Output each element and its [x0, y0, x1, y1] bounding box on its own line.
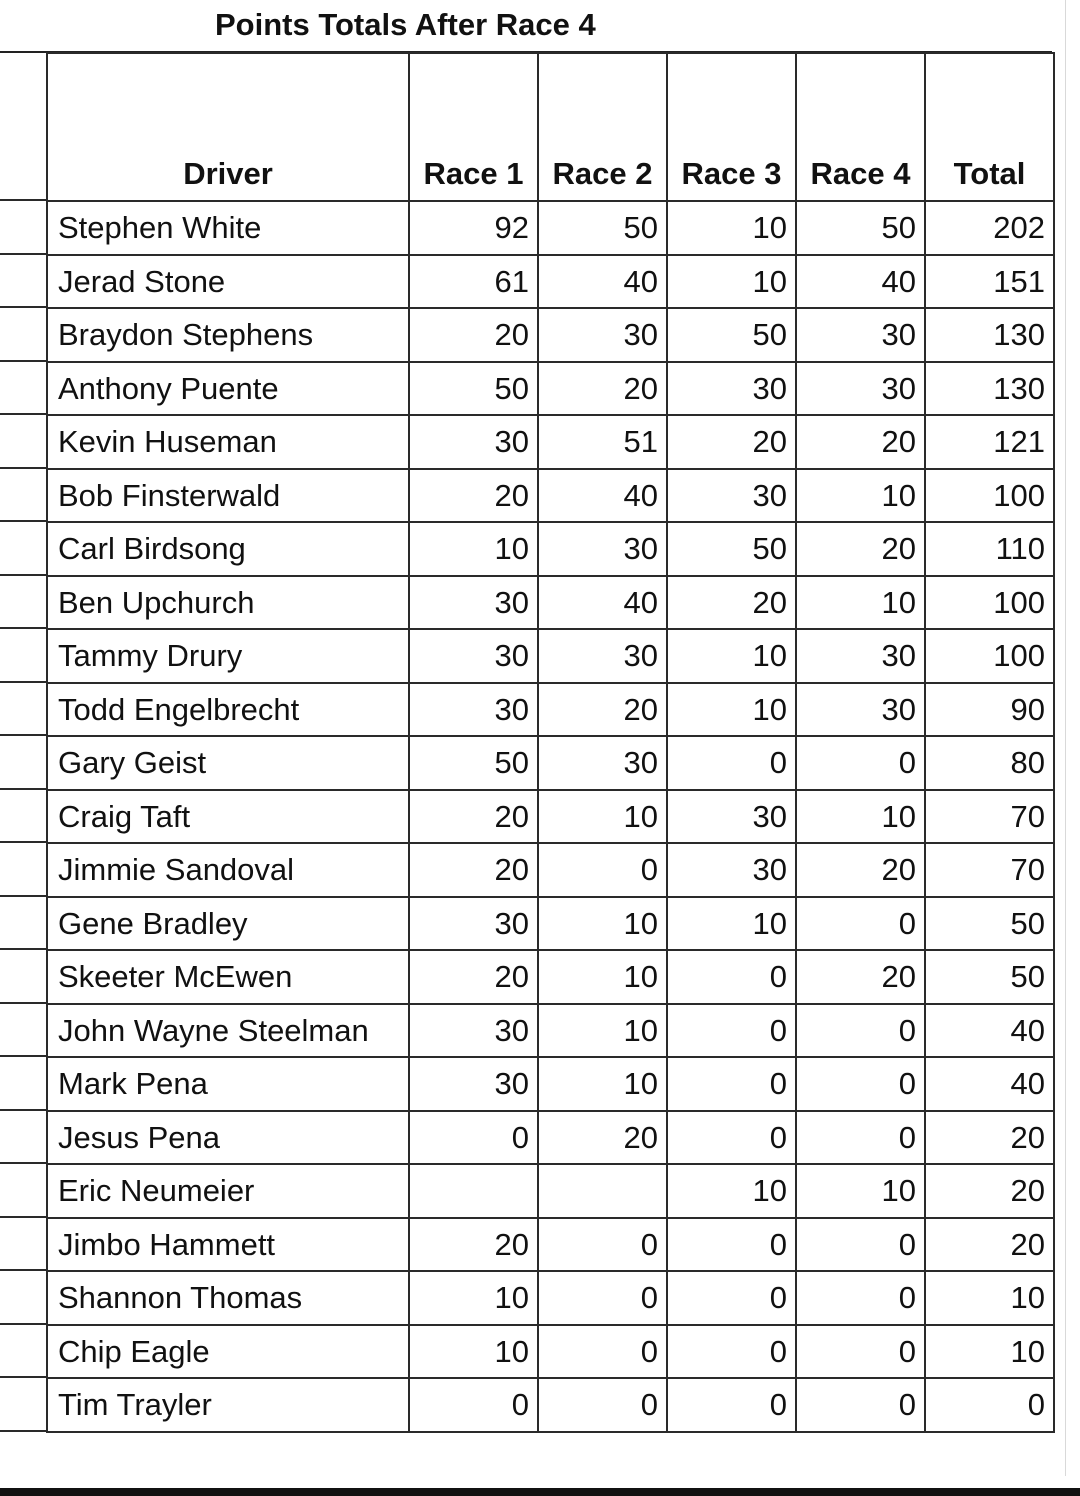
cell-driver[interactable]: Gene Bradley — [47, 897, 409, 951]
row-border — [0, 841, 47, 843]
row-border — [0, 895, 47, 897]
cell-total[interactable]: 20 — [925, 1111, 1054, 1165]
table-row — [47, 683, 1054, 737]
table-row — [47, 201, 1054, 255]
cell-race-3[interactable]: 10 — [667, 1164, 796, 1218]
cell-driver[interactable]: Gary Geist — [47, 736, 409, 790]
row-border — [0, 467, 47, 469]
cell-total[interactable]: 110 — [925, 522, 1054, 576]
cell-total[interactable]: 130 — [925, 308, 1054, 362]
cell-race-1[interactable]: 10 — [409, 1271, 538, 1325]
cell-race-2[interactable]: 0 — [538, 1378, 667, 1432]
cell-race-1[interactable]: 30 — [409, 1004, 538, 1058]
cell-driver[interactable]: Mark Pena — [47, 1057, 409, 1111]
column-header-race-4[interactable]: Race 4 — [796, 53, 925, 201]
cell-driver[interactable]: Braydon Stephens — [47, 308, 409, 362]
table-row — [47, 415, 1054, 469]
cell-total[interactable]: 20 — [925, 1164, 1054, 1218]
cell-total[interactable]: 10 — [925, 1271, 1054, 1325]
cell-race-1[interactable]: 30 — [409, 629, 538, 683]
table-row — [47, 1378, 1054, 1432]
cell-race-3[interactable]: 0 — [667, 1111, 796, 1165]
table-row — [47, 950, 1054, 1004]
row-border — [0, 948, 47, 950]
cell-total[interactable]: 130 — [925, 362, 1054, 416]
row-border — [0, 199, 47, 201]
cell-race-1[interactable]: 50 — [409, 362, 538, 416]
grid-line — [1065, 0, 1066, 1476]
cell-race-2[interactable]: 20 — [538, 1111, 667, 1165]
cell-driver[interactable]: Craig Taft — [47, 790, 409, 844]
cell-total[interactable]: 70 — [925, 843, 1054, 897]
table-row — [47, 255, 1054, 309]
cell-race-2[interactable]: 50 — [538, 201, 667, 255]
cell-total[interactable]: 50 — [925, 950, 1054, 1004]
cell-race-1[interactable]: 30 — [409, 1057, 538, 1111]
cell-race-1[interactable]: 30 — [409, 415, 538, 469]
cell-driver[interactable]: Stephen White — [47, 201, 409, 255]
cell-driver[interactable]: Jimbo Hammett — [47, 1218, 409, 1272]
sheet-title: Points Totals After Race 4 — [215, 7, 596, 42]
row-border — [0, 574, 47, 576]
cell-driver[interactable]: Carl Birdsong — [47, 522, 409, 576]
table-row — [47, 576, 1054, 630]
table-row — [47, 629, 1054, 683]
table-row — [47, 1271, 1054, 1325]
row-border — [0, 1055, 47, 1057]
cell-race-1[interactable]: 20 — [409, 790, 538, 844]
cell-race-2[interactable]: 10 — [538, 950, 667, 1004]
column-header-race-1[interactable]: Race 1 — [409, 53, 538, 201]
cell-race-1[interactable]: 20 — [409, 950, 538, 1004]
table-row — [47, 522, 1054, 576]
cell-race-2[interactable]: 10 — [538, 790, 667, 844]
row-border — [0, 681, 47, 683]
cell-race-1[interactable]: 10 — [409, 522, 538, 576]
cell-race-4[interactable]: 30 — [796, 629, 925, 683]
row-border — [0, 1269, 47, 1271]
cell-race-2[interactable]: 40 — [538, 576, 667, 630]
column-header-driver[interactable]: Driver — [47, 53, 409, 201]
cell-total[interactable]: 80 — [925, 736, 1054, 790]
cell-race-3[interactable]: 0 — [667, 1218, 796, 1272]
row-border — [0, 413, 47, 415]
cell-race-1[interactable]: 30 — [409, 897, 538, 951]
cell-race-4[interactable]: 30 — [796, 362, 925, 416]
cell-race-1[interactable]: 20 — [409, 469, 538, 523]
cell-race-3[interactable]: 10 — [667, 629, 796, 683]
table-row — [47, 469, 1054, 523]
bottom-edge — [0, 1488, 1080, 1496]
row-border — [0, 1002, 47, 1004]
cell-race-2[interactable]: 30 — [538, 736, 667, 790]
column-header-total[interactable]: Total — [925, 53, 1054, 201]
cell-race-1[interactable]: 30 — [409, 576, 538, 630]
cell-race-3[interactable]: 30 — [667, 469, 796, 523]
cell-race-4[interactable]: 40 — [796, 255, 925, 309]
row-border — [0, 253, 47, 255]
table-row — [47, 790, 1054, 844]
cell-race-4[interactable]: 0 — [796, 1218, 925, 1272]
cell-race-1[interactable] — [409, 1164, 538, 1218]
row-border — [0, 788, 47, 790]
cell-race-1[interactable]: 20 — [409, 1218, 538, 1272]
cell-race-4[interactable]: 10 — [796, 790, 925, 844]
table-row — [47, 897, 1054, 951]
cell-race-4[interactable]: 10 — [796, 576, 925, 630]
cell-race-2[interactable]: 20 — [538, 683, 667, 737]
cell-total[interactable]: 121 — [925, 415, 1054, 469]
cell-race-4[interactable]: 30 — [796, 308, 925, 362]
cell-race-2[interactable] — [538, 1164, 667, 1218]
cell-driver[interactable]: Kevin Huseman — [47, 415, 409, 469]
cell-race-3[interactable]: 10 — [667, 897, 796, 951]
cell-race-3[interactable]: 10 — [667, 683, 796, 737]
cell-race-2[interactable]: 30 — [538, 308, 667, 362]
cell-race-4[interactable]: 0 — [796, 1271, 925, 1325]
cell-race-4[interactable]: 50 — [796, 201, 925, 255]
cell-race-3[interactable]: 0 — [667, 1325, 796, 1379]
cell-race-1[interactable]: 20 — [409, 308, 538, 362]
cell-race-1[interactable]: 20 — [409, 843, 538, 897]
cell-total[interactable]: 40 — [925, 1057, 1054, 1111]
row-border — [0, 1430, 47, 1432]
cell-driver[interactable]: Tim Trayler — [47, 1378, 409, 1432]
cell-race-1[interactable]: 0 — [409, 1111, 538, 1165]
cell-race-2[interactable]: 10 — [538, 1057, 667, 1111]
cell-race-4[interactable]: 0 — [796, 1378, 925, 1432]
row-border — [0, 306, 47, 308]
cell-race-1[interactable]: 61 — [409, 255, 538, 309]
cell-race-2[interactable]: 0 — [538, 1218, 667, 1272]
column-header-race-2[interactable]: Race 2 — [538, 53, 667, 201]
cell-driver[interactable]: Chip Eagle — [47, 1325, 409, 1379]
cell-race-4[interactable]: 0 — [796, 897, 925, 951]
cell-total[interactable]: 50 — [925, 897, 1054, 951]
cell-race-3[interactable]: 50 — [667, 522, 796, 576]
cell-race-4[interactable]: 30 — [796, 683, 925, 737]
row-border — [0, 1109, 47, 1111]
cell-driver[interactable]: Shannon Thomas — [47, 1271, 409, 1325]
column-header-race-3[interactable]: Race 3 — [667, 53, 796, 201]
cell-race-2[interactable]: 40 — [538, 469, 667, 523]
cell-driver[interactable]: Anthony Puente — [47, 362, 409, 416]
cell-race-2[interactable]: 10 — [538, 1004, 667, 1058]
cell-race-4[interactable]: 20 — [796, 415, 925, 469]
row-border — [0, 734, 47, 736]
cell-race-3[interactable]: 0 — [667, 1378, 796, 1432]
cell-race-4[interactable]: 0 — [796, 1057, 925, 1111]
table-row — [47, 843, 1054, 897]
cell-race-3[interactable]: 0 — [667, 736, 796, 790]
cell-race-4[interactable]: 20 — [796, 522, 925, 576]
cell-total[interactable]: 70 — [925, 790, 1054, 844]
cell-race-2[interactable]: 30 — [538, 629, 667, 683]
row-border — [0, 627, 47, 629]
cell-race-3[interactable]: 20 — [667, 576, 796, 630]
cell-race-1[interactable]: 0 — [409, 1378, 538, 1432]
table-body — [47, 201, 1054, 1432]
table-row — [47, 1325, 1054, 1379]
cell-race-4[interactable]: 0 — [796, 1111, 925, 1165]
cell-driver[interactable]: John Wayne Steelman — [47, 1004, 409, 1058]
row-border — [0, 520, 47, 522]
cell-race-4[interactable]: 10 — [796, 469, 925, 523]
cell-race-3[interactable]: 30 — [667, 843, 796, 897]
header-row — [47, 53, 1054, 201]
cell-race-1[interactable]: 50 — [409, 736, 538, 790]
cell-race-4[interactable]: 0 — [796, 736, 925, 790]
row-border — [0, 1323, 47, 1325]
cell-total[interactable]: 151 — [925, 255, 1054, 309]
cell-driver[interactable]: Tammy Drury — [47, 629, 409, 683]
cell-race-3[interactable]: 20 — [667, 415, 796, 469]
table-row — [47, 1111, 1054, 1165]
cell-race-2[interactable]: 0 — [538, 1271, 667, 1325]
cell-race-2[interactable]: 20 — [538, 362, 667, 416]
cell-race-4[interactable]: 0 — [796, 1004, 925, 1058]
cell-race-4[interactable]: 0 — [796, 1325, 925, 1379]
row-border — [0, 1162, 47, 1164]
cell-total[interactable]: 90 — [925, 683, 1054, 737]
cell-race-2[interactable]: 0 — [538, 843, 667, 897]
cell-driver[interactable]: Jesus Pena — [47, 1111, 409, 1165]
cell-total[interactable]: 20 — [925, 1218, 1054, 1272]
table-row — [47, 736, 1054, 790]
cell-driver[interactable]: Ben Upchurch — [47, 576, 409, 630]
cell-total[interactable]: 0 — [925, 1378, 1054, 1432]
cell-driver[interactable]: Jimmie Sandoval — [47, 843, 409, 897]
cell-race-2[interactable]: 10 — [538, 897, 667, 951]
cell-race-3[interactable]: 10 — [667, 255, 796, 309]
cell-driver[interactable]: Jerad Stone — [47, 255, 409, 309]
cell-total[interactable]: 100 — [925, 629, 1054, 683]
cell-race-4[interactable]: 20 — [796, 950, 925, 1004]
cell-race-1[interactable]: 10 — [409, 1325, 538, 1379]
cell-race-2[interactable]: 30 — [538, 522, 667, 576]
cell-driver[interactable]: Eric Neumeier — [47, 1164, 409, 1218]
cell-race-3[interactable]: 10 — [667, 201, 796, 255]
points-table — [46, 52, 1055, 1433]
cell-race-3[interactable]: 30 — [667, 362, 796, 416]
table-row — [47, 362, 1054, 416]
cell-race-2[interactable]: 40 — [538, 255, 667, 309]
table-row — [47, 1164, 1054, 1218]
row-border — [0, 1216, 47, 1218]
cell-race-3[interactable]: 0 — [667, 1271, 796, 1325]
cell-total[interactable]: 202 — [925, 201, 1054, 255]
cell-race-1[interactable]: 92 — [409, 201, 538, 255]
cell-race-3[interactable]: 30 — [667, 790, 796, 844]
cell-race-3[interactable]: 0 — [667, 1004, 796, 1058]
cell-race-2[interactable]: 51 — [538, 415, 667, 469]
table-row — [47, 1057, 1054, 1111]
cell-race-3[interactable]: 0 — [667, 950, 796, 1004]
cell-race-3[interactable]: 50 — [667, 308, 796, 362]
table-row — [47, 308, 1054, 362]
cell-race-2[interactable]: 0 — [538, 1325, 667, 1379]
cell-race-1[interactable]: 30 — [409, 683, 538, 737]
cell-total[interactable]: 10 — [925, 1325, 1054, 1379]
table-row — [47, 1004, 1054, 1058]
cell-driver[interactable]: Skeeter McEwen — [47, 950, 409, 1004]
row-border — [0, 360, 47, 362]
cell-total[interactable]: 100 — [925, 469, 1054, 523]
cell-total[interactable]: 40 — [925, 1004, 1054, 1058]
row-border — [0, 1376, 47, 1378]
cell-race-4[interactable]: 20 — [796, 843, 925, 897]
cell-driver[interactable]: Todd Engelbrecht — [47, 683, 409, 737]
cell-race-4[interactable]: 10 — [796, 1164, 925, 1218]
table-row — [47, 1218, 1054, 1272]
cell-total[interactable]: 100 — [925, 576, 1054, 630]
cell-race-3[interactable]: 0 — [667, 1057, 796, 1111]
cell-driver[interactable]: Bob Finsterwald — [47, 469, 409, 523]
